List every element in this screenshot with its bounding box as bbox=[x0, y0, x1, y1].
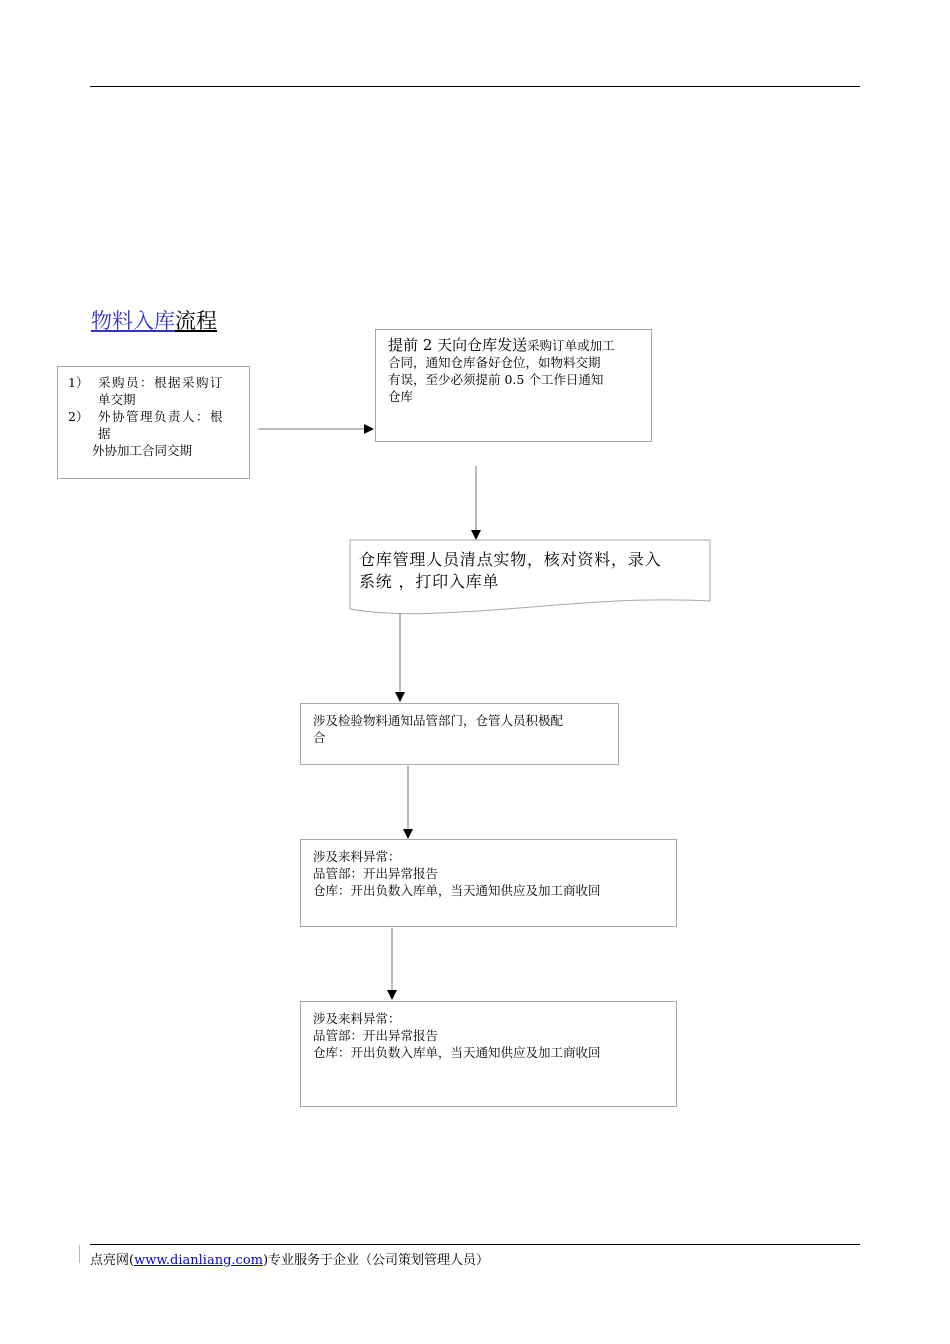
item2-text: 外协管理负责人：根 bbox=[98, 409, 225, 424]
footer-text bbox=[90, 1249, 489, 1268]
step4-line3: 仓库：开出负数入库单，当天通知供应及加工商收回 bbox=[313, 883, 601, 898]
step5-line3: 仓库：开出负数入库单，当天通知供应及加工商收回 bbox=[313, 1045, 601, 1060]
step3-line2: 合 bbox=[313, 730, 326, 745]
step1-line3: 有误，至少必须提前 0.5 个工作日通知 bbox=[388, 372, 604, 387]
step1-line2: 合同，通知仓库备好仓位，如物料交期 bbox=[388, 355, 601, 370]
footer-suffix: )专业服务于企业（公司策划管理人员） bbox=[262, 1253, 490, 1268]
step1-line1-tail: 采购订单或加工 bbox=[527, 338, 615, 353]
step5-box bbox=[300, 1001, 677, 1107]
item1-text: 采购员：根据采购订 bbox=[98, 375, 225, 390]
item1-text-cont: 单交期 bbox=[98, 392, 136, 407]
input-box bbox=[57, 366, 250, 479]
footer-bar bbox=[79, 1245, 80, 1263]
step1-box bbox=[375, 329, 652, 442]
item2-text-cont2: 外协加工合同交期 bbox=[92, 443, 193, 458]
step3-box bbox=[300, 703, 619, 765]
step2-line2: 系统 ，打印入库单 bbox=[359, 572, 500, 591]
footer-prefix: 点亮网( bbox=[90, 1253, 135, 1268]
step5-line2: 品管部：开出异常报告 bbox=[313, 1028, 439, 1043]
step2-text bbox=[359, 549, 661, 593]
step1-line4: 仓库 bbox=[388, 389, 414, 404]
item2-text-cont: 据 bbox=[98, 426, 111, 441]
step1-lead: 提前 2 天向仓库发送 bbox=[388, 336, 528, 354]
title-link[interactable]: 物料入库 bbox=[91, 309, 175, 333]
step4-box bbox=[300, 839, 677, 927]
step5-line1: 涉及来料异常： bbox=[313, 1011, 401, 1026]
footer-rule bbox=[90, 1244, 860, 1245]
step4-line1: 涉及来料异常： bbox=[313, 849, 401, 864]
step4-line2: 品管部：开出异常报告 bbox=[313, 866, 439, 881]
title-rest: 流程 bbox=[175, 309, 217, 333]
step2-line1: 仓库管理人员清点实物，核对资料，录入 bbox=[359, 550, 662, 569]
item1-number: 1） bbox=[68, 375, 89, 390]
footer-link[interactable]: www.dianliang.com bbox=[134, 1253, 263, 1268]
item2-number: 2） bbox=[68, 409, 89, 424]
step3-line1: 涉及检验物料通知品管部门，仓管人员积极配 bbox=[313, 713, 564, 728]
